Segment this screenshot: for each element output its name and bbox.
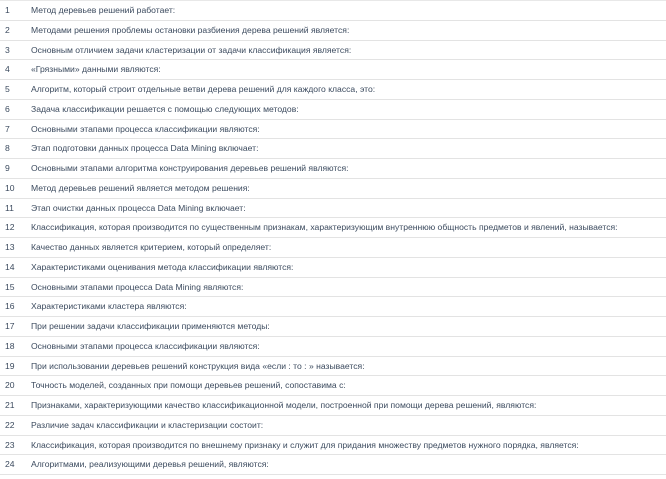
question-number: 6 [0, 99, 31, 119]
question-number: 23 [0, 435, 31, 455]
question-link[interactable]: Методами решения проблемы остановки разбиения дерева решений является: [31, 24, 350, 35]
question-number: 16 [0, 297, 31, 317]
question-link[interactable]: Метод деревьев решений является методом решения: [31, 182, 250, 193]
question-number: 2 [0, 20, 31, 40]
question-number: 18 [0, 336, 31, 356]
table-row[interactable] [0, 356, 666, 376]
table-row[interactable] [0, 119, 666, 139]
question-number: 8 [0, 139, 31, 159]
table-row[interactable] [0, 99, 666, 119]
question-link[interactable]: Алгоритм, который строит отдельные ветви дерева решений для каждого класса, это: [31, 84, 376, 95]
question-number: 21 [0, 396, 31, 416]
question-text-cell [31, 60, 666, 80]
question-number: 3 [0, 40, 31, 60]
question-link[interactable]: Классификация, которая производится по существенным признакам, характеризующим внутреннюю общность предметов и явлений, называется: [31, 222, 618, 233]
question-text-cell [31, 435, 666, 455]
question-number: 14 [0, 257, 31, 277]
question-link[interactable]: Характеристиками кластера являются: [31, 301, 187, 312]
question-text-cell [31, 1, 666, 21]
question-text-cell [31, 178, 666, 198]
table-row[interactable] [0, 257, 666, 277]
question-link[interactable]: Основными этапами процесса Data Mining являются: [31, 281, 244, 292]
question-link[interactable]: Характеристиками оценивания метода классификации являются: [31, 261, 294, 272]
questions-table-body [0, 1, 666, 475]
question-link[interactable]: Алгоритмами, реализующими деревья решений, являются: [31, 459, 269, 470]
table-row[interactable] [0, 159, 666, 179]
table-row[interactable] [0, 40, 666, 60]
table-row[interactable] [0, 20, 666, 40]
question-text-cell [31, 396, 666, 416]
table-row[interactable] [0, 336, 666, 356]
question-text-cell [31, 80, 666, 100]
question-text-cell [31, 277, 666, 297]
question-text-cell [31, 336, 666, 356]
question-text-cell [31, 317, 666, 337]
question-link[interactable]: Классификация, которая производится по внешнему признаку и служит для придания множеству предметов нужного порядка, является: [31, 439, 579, 450]
question-number: 17 [0, 317, 31, 337]
question-text-cell [31, 356, 666, 376]
question-number: 10 [0, 178, 31, 198]
table-row[interactable] [0, 297, 666, 317]
question-text-cell [31, 119, 666, 139]
question-number: 11 [0, 198, 31, 218]
question-number: 4 [0, 60, 31, 80]
question-link[interactable]: При решении задачи классификации применяются методы: [31, 321, 270, 332]
question-number: 24 [0, 455, 31, 475]
question-text-cell [31, 198, 666, 218]
question-link[interactable]: «Грязными» данными являются: [31, 64, 161, 75]
table-row[interactable] [0, 396, 666, 416]
question-text-cell [31, 455, 666, 475]
table-row[interactable] [0, 455, 666, 475]
question-text-cell [31, 297, 666, 317]
table-row[interactable] [0, 238, 666, 258]
table-row[interactable] [0, 277, 666, 297]
table-row[interactable] [0, 139, 666, 159]
question-number: 13 [0, 238, 31, 258]
table-row[interactable] [0, 80, 666, 100]
question-link[interactable]: Основными этапами процесса классификации являются: [31, 340, 260, 351]
table-row[interactable] [0, 60, 666, 80]
question-text-cell [31, 415, 666, 435]
question-link[interactable]: Точность моделей, созданных при помощи деревьев решений, сопоставима с: [31, 380, 346, 391]
question-number: 12 [0, 218, 31, 238]
question-number: 19 [0, 356, 31, 376]
question-number: 7 [0, 119, 31, 139]
question-text-cell [31, 40, 666, 60]
question-text-cell [31, 376, 666, 396]
question-number: 20 [0, 376, 31, 396]
table-row[interactable] [0, 1, 666, 21]
question-text-cell [31, 257, 666, 277]
table-row[interactable] [0, 415, 666, 435]
question-link[interactable]: Этап очистки данных процесса Data Mining включает: [31, 202, 246, 213]
table-row[interactable] [0, 435, 666, 455]
question-link[interactable]: Основным отличием задачи кластеризации от задачи классификация является: [31, 44, 352, 55]
table-row[interactable] [0, 178, 666, 198]
question-link[interactable]: При использовании деревьев решений конструкция вида «если : то : » называется: [31, 360, 365, 371]
question-link[interactable]: Этап подготовки данных процесса Data Mining включает: [31, 143, 259, 154]
question-number: 9 [0, 159, 31, 179]
question-text-cell [31, 238, 666, 258]
table-row[interactable] [0, 376, 666, 396]
question-number: 22 [0, 415, 31, 435]
question-link[interactable]: Задача классификации решается с помощью следующих методов: [31, 103, 299, 114]
question-text-cell [31, 99, 666, 119]
question-link[interactable]: Качество данных является критерием, который определяет: [31, 242, 272, 253]
question-text-cell [31, 139, 666, 159]
question-link[interactable]: Метод деревьев решений работает: [31, 5, 176, 16]
question-link[interactable]: Основными этапами алгоритма конструирования деревьев решений являются: [31, 163, 349, 174]
question-number: 15 [0, 277, 31, 297]
question-number: 5 [0, 80, 31, 100]
table-row[interactable] [0, 198, 666, 218]
question-link[interactable]: Различие задач классификации и кластеризации состоит: [31, 419, 264, 430]
question-link[interactable]: Основными этапами процесса классификации являются: [31, 123, 260, 134]
question-text-cell [31, 159, 666, 179]
table-row[interactable] [0, 317, 666, 337]
table-row[interactable] [0, 218, 666, 238]
question-text-cell [31, 218, 666, 238]
question-link[interactable]: Признаками, характеризующими качество классификационной модели, построенной при помощи дерева решений, являются: [31, 400, 537, 411]
question-text-cell [31, 20, 666, 40]
question-number: 1 [0, 1, 31, 21]
